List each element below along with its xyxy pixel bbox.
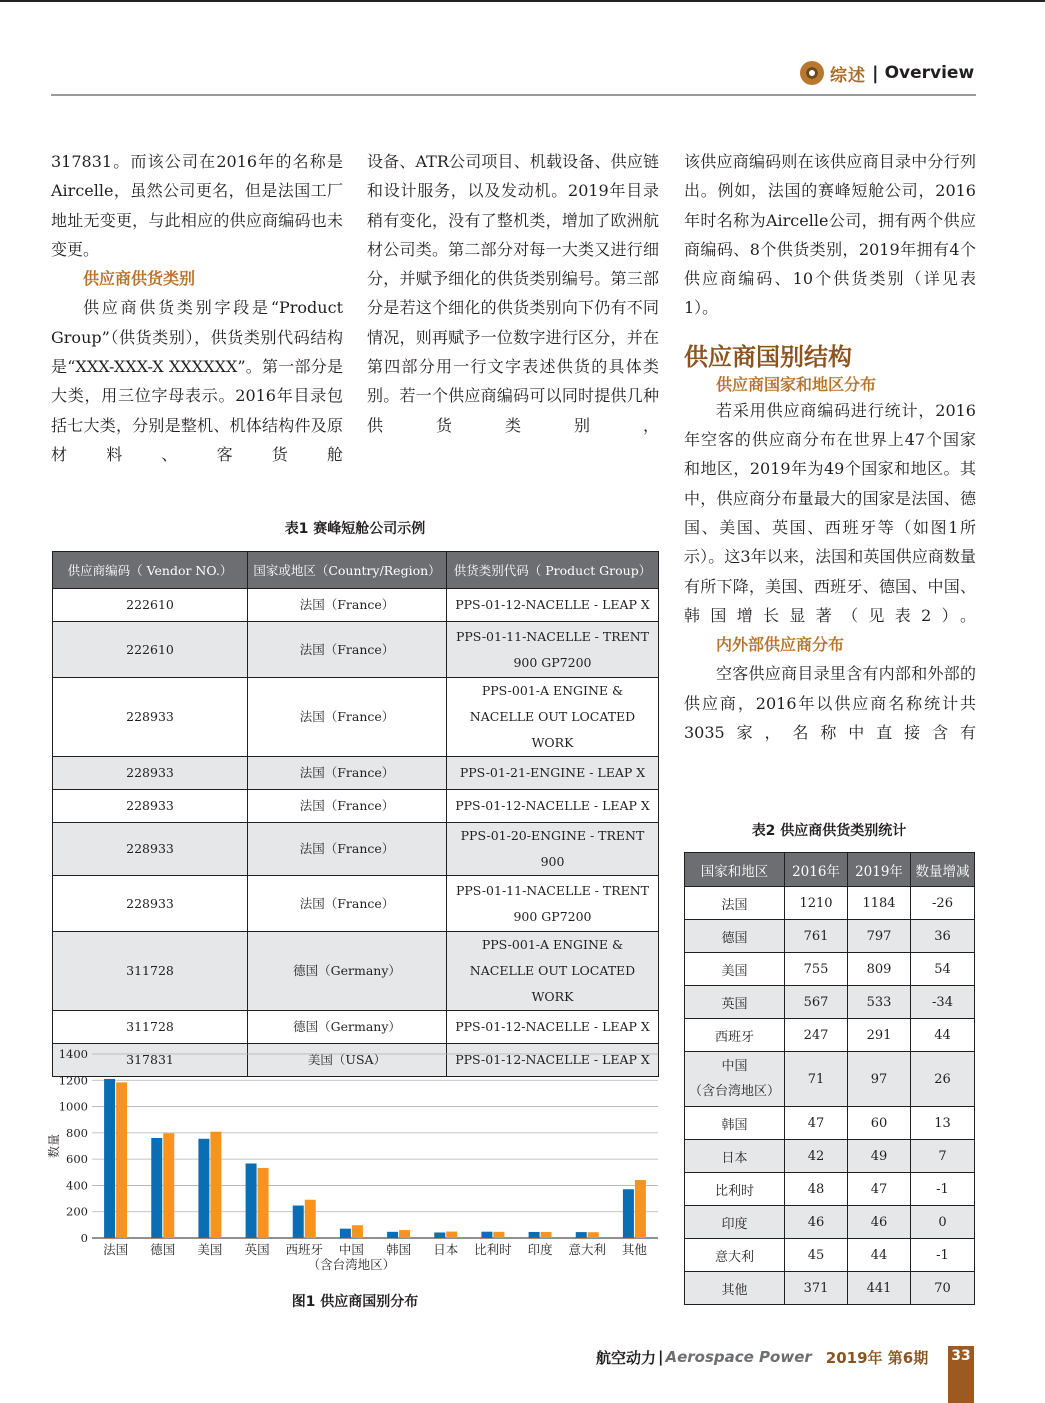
region-cell: 印度 [685,1206,785,1239]
change-cell: 7 [911,1140,975,1173]
column-header: 数量增减 [911,853,975,887]
bar [588,1232,599,1238]
paragraph: 该供应商编码则在该供应商目录中分行列出。例如，法国的赛峰短舱公司，2016年时名称为Aircelle公司，拥有两个供应商编码、8个供货类别，2019年拥有4个供应商编码、10个供货类别（详见表1）。 [684,152,976,318]
section-title-en: Overview [884,63,975,83]
bar [387,1232,398,1238]
column-2 [367,147,659,440]
page-number: 33 [951,1348,971,1364]
bar [635,1180,646,1238]
country-cell: 法国（France） [248,790,447,823]
y-tick-label: 1000 [58,1099,88,1114]
sub-section-heading: 内外部供应商分布 [716,635,845,655]
table-1 [52,551,659,1077]
country-cell: 法国（France） [248,589,447,622]
table-row [685,953,975,986]
section-separator: | [872,62,879,84]
value-2016-cell: 247 [785,1019,848,1052]
value-2016-cell: 755 [785,953,848,986]
table-row [53,790,659,823]
bar [529,1232,540,1238]
y-tick-label: 1400 [58,1047,88,1061]
value-2019-cell: 60 [848,1107,911,1140]
bar [399,1230,410,1238]
paragraph: 空客供应商目录里含有内部和外部的供应商，2016年以供应商名称统计共3035家，名称中直接含有 [684,664,976,743]
product-group-cell: PPS-01-11-NACELLE - TRENT 900 GP7200 [447,876,659,932]
bar [151,1138,162,1238]
table-1-caption: 表1 赛峰短舱公司示例 [284,521,426,537]
x-tick-label: 美国 [197,1242,223,1257]
table-row [685,1107,975,1140]
value-2019-cell: 797 [848,920,911,953]
journal-name-cn: 航空动力 [596,1348,657,1367]
vendor-cell: 222610 [53,589,248,622]
table-row [685,1206,975,1239]
value-2019-cell: 533 [848,986,911,1019]
country-cell: 法国（France） [248,876,447,932]
region-cell: 美国 [685,953,785,986]
column-3 [684,147,976,747]
vendor-cell: 228933 [53,876,248,932]
value-2019-cell: 46 [848,1206,911,1239]
column-header: 国家或地区（Country/Region） [248,552,447,589]
table-row [685,1019,975,1052]
journal-name-en: Aerospace Power [665,1348,812,1366]
vendor-cell: 311728 [53,932,248,1011]
vendor-cell: 228933 [53,678,248,757]
paragraph: 供应商供货类别字段是“Product Group”（供货类别），供货类别代码结构是“XXX-XXX-X XXXXXX”。第一部分是大类，用三位字母表示。2016年目录包括七大类，分别是整机、机体结构件及原材料、客货舱 [51,298,343,464]
y-tick-label: 0 [80,1231,88,1245]
change-cell: 70 [911,1272,975,1305]
product-group-cell: PPS-01-12-NACELLE - LEAP X [447,1044,659,1077]
bar [576,1232,587,1238]
table-row [685,986,975,1019]
journal-logo-icon [800,61,824,85]
bar [246,1163,257,1238]
vendor-cell: 311728 [53,1011,248,1044]
bar [446,1232,457,1238]
value-2019-cell: 47 [848,1173,911,1206]
bar [352,1225,363,1238]
column-header: 国家和地区 [685,853,785,887]
section-title-cn: 综述 [830,65,866,86]
product-group-cell: PPS-01-20-ENGINE - TRENT 900 [447,823,659,876]
country-cell: 德国（Germany） [248,1011,447,1044]
value-2016-cell: 567 [785,986,848,1019]
table-row [685,1052,975,1107]
country-cell: 德国（Germany） [248,932,447,1011]
table-row [53,757,659,790]
value-2016-cell: 47 [785,1107,848,1140]
table-row [53,622,659,678]
x-tick-label: 英国 [244,1242,270,1257]
region-cell: 韩国 [685,1107,785,1140]
bar [198,1139,209,1238]
bar [541,1232,552,1238]
change-cell: -1 [911,1173,975,1206]
table-row [685,1173,975,1206]
x-tick-label: 意大利 [568,1242,607,1257]
region-cell: 比利时 [685,1173,785,1206]
table-row [53,678,659,757]
vendor-cell: 222610 [53,622,248,678]
top-border [0,0,1045,2]
issue-label: 2019年 第6期 [825,1348,929,1367]
region-cell: 意大利 [685,1239,785,1272]
change-cell: -26 [911,887,975,920]
product-group-cell: PPS-01-12-NACELLE - LEAP X [447,1011,659,1044]
table-row [53,589,659,622]
country-cell: 法国（France） [248,622,447,678]
table-row [53,823,659,876]
vendor-cell: 228933 [53,757,248,790]
bar [163,1133,174,1238]
x-tick-label: 中国 [338,1242,364,1257]
bar [623,1189,634,1238]
country-cell: 美国（USA） [248,1044,447,1077]
value-2019-cell: 44 [848,1239,911,1272]
product-group-cell: PPS-001-A ENGINE & NACELLE OUT LOCATED WORK [447,678,659,757]
region-cell: 德国 [685,920,785,953]
journal-footer [596,1346,928,1368]
value-2019-cell: 97 [848,1052,911,1107]
value-2019-cell: 291 [848,1019,911,1052]
section-heading: 供应商供货类别 [83,269,196,289]
sub-section-heading: 供应商国家和地区分布 [716,374,877,394]
paragraph: 317831。而该公司在2016年的名称是Aircelle，虽然公司更名，但是法国工厂地址无变更，与此相应的供应商编码也未变更。 [51,152,343,259]
x-tick-label: 西班牙 [285,1242,324,1257]
x-tick-label: （含台湾地区） [307,1257,396,1272]
table-row [685,1272,975,1305]
value-2019-cell: 809 [848,953,911,986]
x-tick-label: 韩国 [386,1242,412,1257]
x-tick-label: 法国 [103,1242,129,1257]
bar [116,1082,127,1238]
value-2019-cell: 1184 [848,887,911,920]
region-cell: 中国 （含台湾地区） [685,1052,785,1107]
value-2016-cell: 46 [785,1206,848,1239]
region-cell: 西班牙 [685,1019,785,1052]
change-cell: -34 [911,986,975,1019]
region-cell: 英国 [685,986,785,1019]
value-2016-cell: 45 [785,1239,848,1272]
main-section-heading: 供应商国别结构 [684,342,852,371]
value-2019-cell: 49 [848,1140,911,1173]
region-cell: 日本 [685,1140,785,1173]
x-tick-label: 印度 [527,1242,553,1257]
value-2016-cell: 1210 [785,887,848,920]
country-cell: 法国（France） [248,757,447,790]
table-header-row [53,552,659,589]
bar [104,1079,115,1238]
country-cell: 法国（France） [248,678,447,757]
x-tick-label: 比利时 [474,1242,512,1257]
table-header-row [685,853,975,887]
paragraph: 设备、ATR公司项目、机载设备、供应链和设计服务，以及发动机。2019年目录稍有变化，没有了整机类，增加了欧洲航材公司类。第二部分对每一大类又进行细分，并赋予细化的供货类别编号。第三部分是若这个细化的供货类别向下仍有不同情况，则再赋予一位数字进行区分，并在第四部分用一行文字表述供货的具体类别。若一个供应商编码可以同时提供几种供货类别， [367,152,659,435]
column-1 [51,147,343,469]
vendor-cell: 228933 [53,790,248,823]
y-tick-label: 400 [66,1178,88,1193]
table-row [685,1140,975,1173]
region-cell: 其他 [685,1272,785,1305]
y-tick-label: 200 [66,1204,88,1219]
bar [481,1232,492,1238]
product-group-cell: PPS-01-11-NACELLE - TRENT 900 GP7200 [447,622,659,678]
region-cell: 法国 [685,887,785,920]
figure-1-caption: 图1 供应商国别分布 [291,1294,419,1310]
country-cell: 法国（France） [248,823,447,876]
change-cell: 54 [911,953,975,986]
bar [210,1132,221,1238]
table-row [685,1239,975,1272]
column-header: 供应商编码（ Vendor NO.） [53,552,248,589]
value-2016-cell: 371 [785,1272,848,1305]
column-header: 2019年 [848,853,911,887]
change-cell: 36 [911,920,975,953]
supplier-country-bar-chart [40,1040,670,1280]
bar [434,1232,445,1238]
y-tick-label: 1200 [58,1073,88,1088]
change-cell: 13 [911,1107,975,1140]
table-row [53,1011,659,1044]
y-axis-label: 数量 [47,1133,61,1159]
bar [305,1200,316,1238]
column-header: 供货类别代码（ Product Group） [447,552,659,589]
product-group-cell: PPS-001-A ENGINE & NACELLE OUT LOCATED WORK [447,932,659,1011]
change-cell: -1 [911,1239,975,1272]
bar [293,1206,304,1238]
value-2016-cell: 42 [785,1140,848,1173]
table-row [685,887,975,920]
vendor-cell: 228933 [53,823,248,876]
bar [340,1229,351,1238]
footer-separator: | [658,1348,664,1366]
product-group-cell: PPS-01-12-NACELLE - LEAP X [447,790,659,823]
product-group-cell: PPS-01-21-ENGINE - LEAP X [447,757,659,790]
x-tick-label: 其他 [621,1242,647,1257]
table-row [53,932,659,1011]
value-2016-cell: 761 [785,920,848,953]
change-cell: 0 [911,1206,975,1239]
table-2 [684,852,975,1305]
x-tick-label: 日本 [433,1242,459,1257]
header-rule [51,94,976,96]
paragraph: 若采用供应商编码进行统计，2016年空客的供应商分布在世界上47个国家和地区，2019年为49个国家和地区。其中，供应商分布量最大的国家是法国、德国、美国、英国、西班牙等（如图1所示）。这3年以来，法国和英国供应商数量有所下降，美国、西班牙、德国、中国、韩国增长显著（见表2）。 [684,400,976,625]
x-tick-label: 德国 [150,1242,176,1257]
value-2019-cell: 441 [848,1272,911,1305]
change-cell: 44 [911,1019,975,1052]
bar [493,1232,504,1238]
vendor-cell: 317831 [53,1044,248,1077]
table-row [53,876,659,932]
bar [258,1168,269,1238]
section-badge [800,60,974,86]
y-tick-label: 800 [66,1125,88,1140]
change-cell: 26 [911,1052,975,1107]
product-group-cell: PPS-01-12-NACELLE - LEAP X [447,589,659,622]
table-2-caption: 表2 供应商供货类别统计 [751,823,907,839]
value-2016-cell: 71 [785,1052,848,1107]
value-2016-cell: 48 [785,1173,848,1206]
table-row [685,920,975,953]
y-tick-label: 600 [66,1152,88,1167]
column-header: 2016年 [785,853,848,887]
